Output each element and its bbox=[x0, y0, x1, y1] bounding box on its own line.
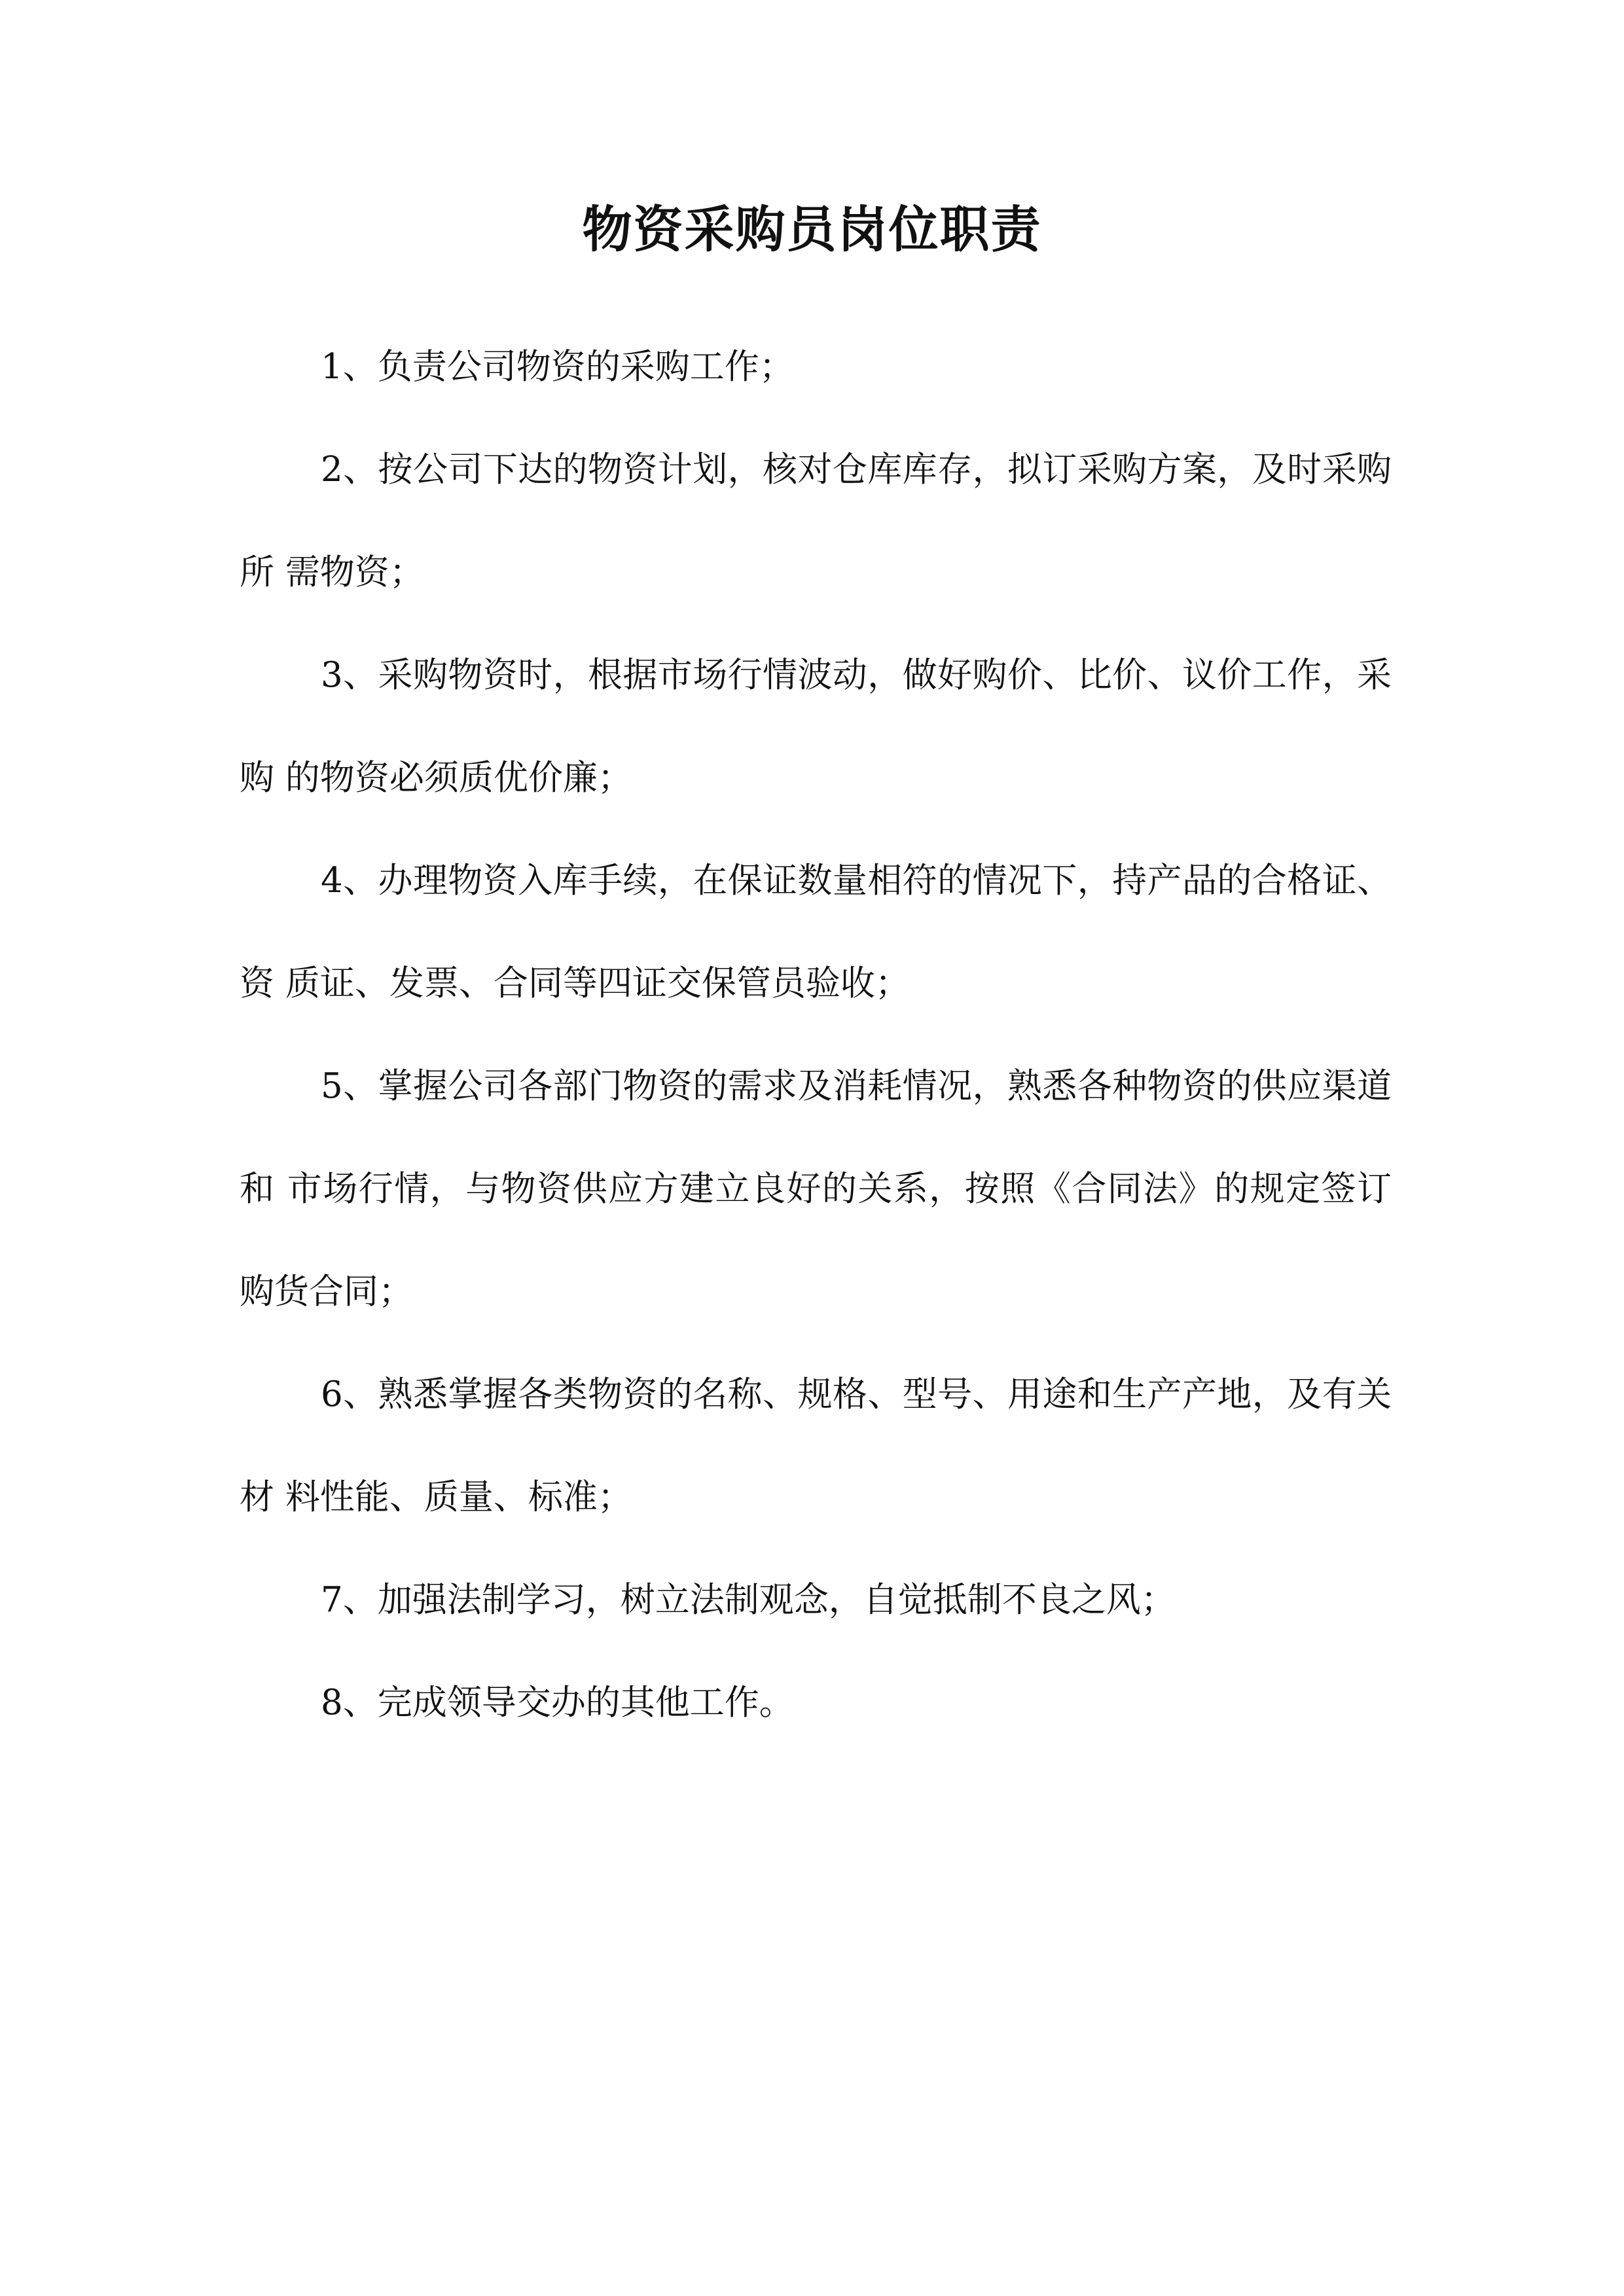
duties-list bbox=[240, 315, 1392, 1754]
duty-item-3: 3、采购物资时，根据市场行情波动，做好购价、比价、议价工作，采购 的物资必须质优价廉； bbox=[240, 655, 1392, 798]
duty-item-8: 8、完成领导交办的其他工作。 bbox=[321, 1683, 794, 1723]
document-title: 物资采购员岗位职责 bbox=[582, 200, 1042, 259]
duty-item-5: 5、掌握公司各部门物资的需求及消耗情况，熟悉各种物资的供应渠道和 市场行情，与物资供应方建立良好的关系，按照《合同法》的规定签订购货合同； bbox=[240, 1066, 1392, 1312]
duty-item-1: 1、负责公司物资的采购工作； bbox=[321, 347, 794, 387]
duty-item-2: 2、按公司下达的物资计划，核对仓库库存，拟订采购方案，及时采购所 需物资； bbox=[240, 450, 1392, 592]
duty-item-6: 6、熟悉掌握各类物资的名称、规格、型号、用途和生产产地，及有关材 料性能、质量、标准； bbox=[240, 1374, 1392, 1517]
duty-item-4: 4、办理物资入库手续，在保证数量相符的情况下，持产品的合格证、资 质证、发票、合同等四证交保管员验收； bbox=[240, 861, 1392, 1003]
duty-item-7: 7、加强法制学习，树立法制观念，自觉抵制不良之风； bbox=[321, 1580, 1176, 1620]
